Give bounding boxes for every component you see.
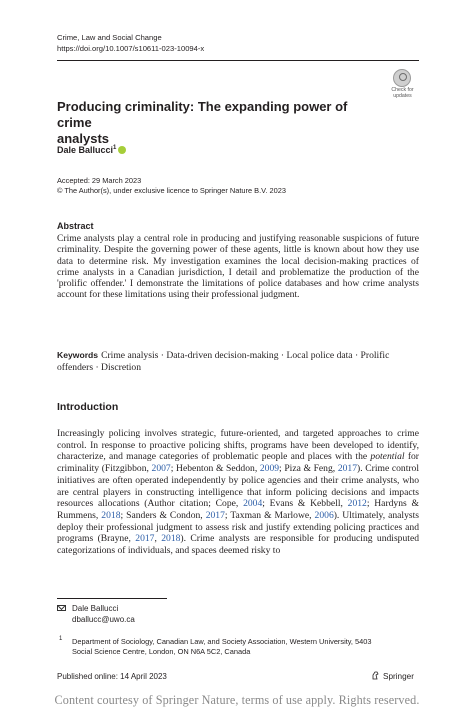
keywords-list: Crime analysis · Data-driven decision-making · Local police data · Prolific offenders · Discretion <box>57 350 390 373</box>
intro-text: ; Taxman & Marlowe, <box>224 509 315 521</box>
citation-link[interactable]: 2009 <box>259 463 280 475</box>
accepted-date: Accepted: 29 March 2023 <box>57 176 142 185</box>
crossmark-line2: updates <box>393 92 412 99</box>
citation-link[interactable]: 2004 <box>243 498 263 510</box>
citation-link[interactable]: 2006 <box>314 509 334 521</box>
author-affil-sup: 1 <box>113 145 117 151</box>
footnote-divider <box>57 598 167 599</box>
introduction-paragraph <box>57 428 419 557</box>
intro-text: ; Piza & Feng, <box>279 463 338 475</box>
intro-italic: potential <box>370 451 405 463</box>
crossmark-icon <box>393 69 411 87</box>
corr-email[interactable]: dballucc@uwo.ca <box>72 614 135 624</box>
intro-text: ; Evans & Kebbell, <box>262 498 348 510</box>
affiliation-number: 1 <box>59 636 63 642</box>
keywords-block <box>57 350 419 373</box>
author-line <box>57 145 126 155</box>
affiliation-line-2: Social Science Centre, London, ON N6A 5C2, Canada <box>72 647 251 656</box>
article-title <box>57 99 357 147</box>
citation-link[interactable]: 2018 <box>161 533 181 545</box>
springer-horse-icon <box>372 671 380 680</box>
intro-text: ). Crime analysts are responsible for producing undisputed categorizations of individuals, and spaces deemed risky to <box>57 533 420 557</box>
doi-link[interactable]: https://doi.org/10.1007/s10611-023-10094-x <box>57 43 205 53</box>
intro-text: ). Ultimately, analysts deploy their professional judgment to assess risk and justify extending policing practices and programs (Brayne, <box>57 509 419 545</box>
intro-text: for criminality (Fitzgibbon, <box>57 451 420 475</box>
crossmark-badge[interactable] <box>386 69 419 101</box>
affiliation-line-1: Department of Sociology, Canadian Law, and Society Association, Western University, 5403 <box>72 637 372 646</box>
intro-text: ; Sanders & Condon, <box>120 509 206 521</box>
citation-link[interactable]: 2017 <box>337 463 357 475</box>
crossmark-line1: Check for <box>391 87 414 93</box>
title-line-1: Producing criminality: The expanding power of crime <box>57 99 348 130</box>
intro-text: ; Hardyns & Rummens, <box>57 498 419 521</box>
citation-link[interactable]: 2017 <box>135 533 155 545</box>
title-line-2: analysts <box>57 131 110 146</box>
corr-author-name: Dale Ballucci <box>72 604 119 613</box>
affiliation <box>72 637 412 657</box>
courtesy-notice: Content courtesy of Springer Nature, terms of use apply. Rights reserved. <box>54 693 420 707</box>
header-divider <box>57 60 419 61</box>
citation-link[interactable]: 2012 <box>347 498 367 510</box>
article-meta <box>57 176 286 196</box>
abstract-text: Crime analysts play a central role in producing and justifying reasonable suspicions of future criminality. Despite the governing power of these agents, little is known about how they use data to determine risk. My investigation examines the local decision-making practices of crime analysts in a Canadian jurisdiction, I detail and problematize the production of the 'prolific offender.' I demonstrate the limitations of police databases and how crime analysts account for these limitations using their professional judgment. <box>57 233 419 301</box>
intro-text: ). Crime control initiatives are often operated independently by police agencies and their crime analysts, who are central players in constructing intelligence that inform policing decisions and impacts resources allocations (Author citation; Cope, <box>57 463 420 510</box>
intro-text: , <box>154 533 162 545</box>
abstract-heading: Abstract <box>57 221 94 231</box>
keywords-label: Keywords <box>57 350 99 360</box>
publisher-name: Springer <box>383 672 414 681</box>
citation-link[interactable]: 2007 <box>151 463 171 475</box>
copyright-line: © The Author(s), under exclusive licence to Springer Nature B.V. 2023 <box>57 186 286 195</box>
publisher-logo <box>372 671 414 681</box>
introduction-heading: Introduction <box>57 401 119 413</box>
citation-link[interactable]: 2017 <box>205 509 225 521</box>
envelope-icon <box>57 605 66 611</box>
journal-header <box>57 33 204 54</box>
intro-text: ; Hebenton & Seddon, <box>170 463 260 475</box>
published-date: Published online: 14 April 2023 <box>57 672 167 681</box>
citation-link[interactable]: 2018 <box>101 509 121 521</box>
intro-text: Increasingly policing involves strategic, future-oriented, and targeted approaches to crime control. In response to proactive policing shifts, programs have been developed to identify, characterize, and manage categories of problematic people and places with the <box>57 428 419 463</box>
author-name[interactable]: Dale Ballucci <box>57 145 114 155</box>
correspondence-block <box>57 604 135 625</box>
orcid-icon[interactable] <box>118 146 126 154</box>
journal-name: Crime, Law and Social Change <box>57 33 162 42</box>
